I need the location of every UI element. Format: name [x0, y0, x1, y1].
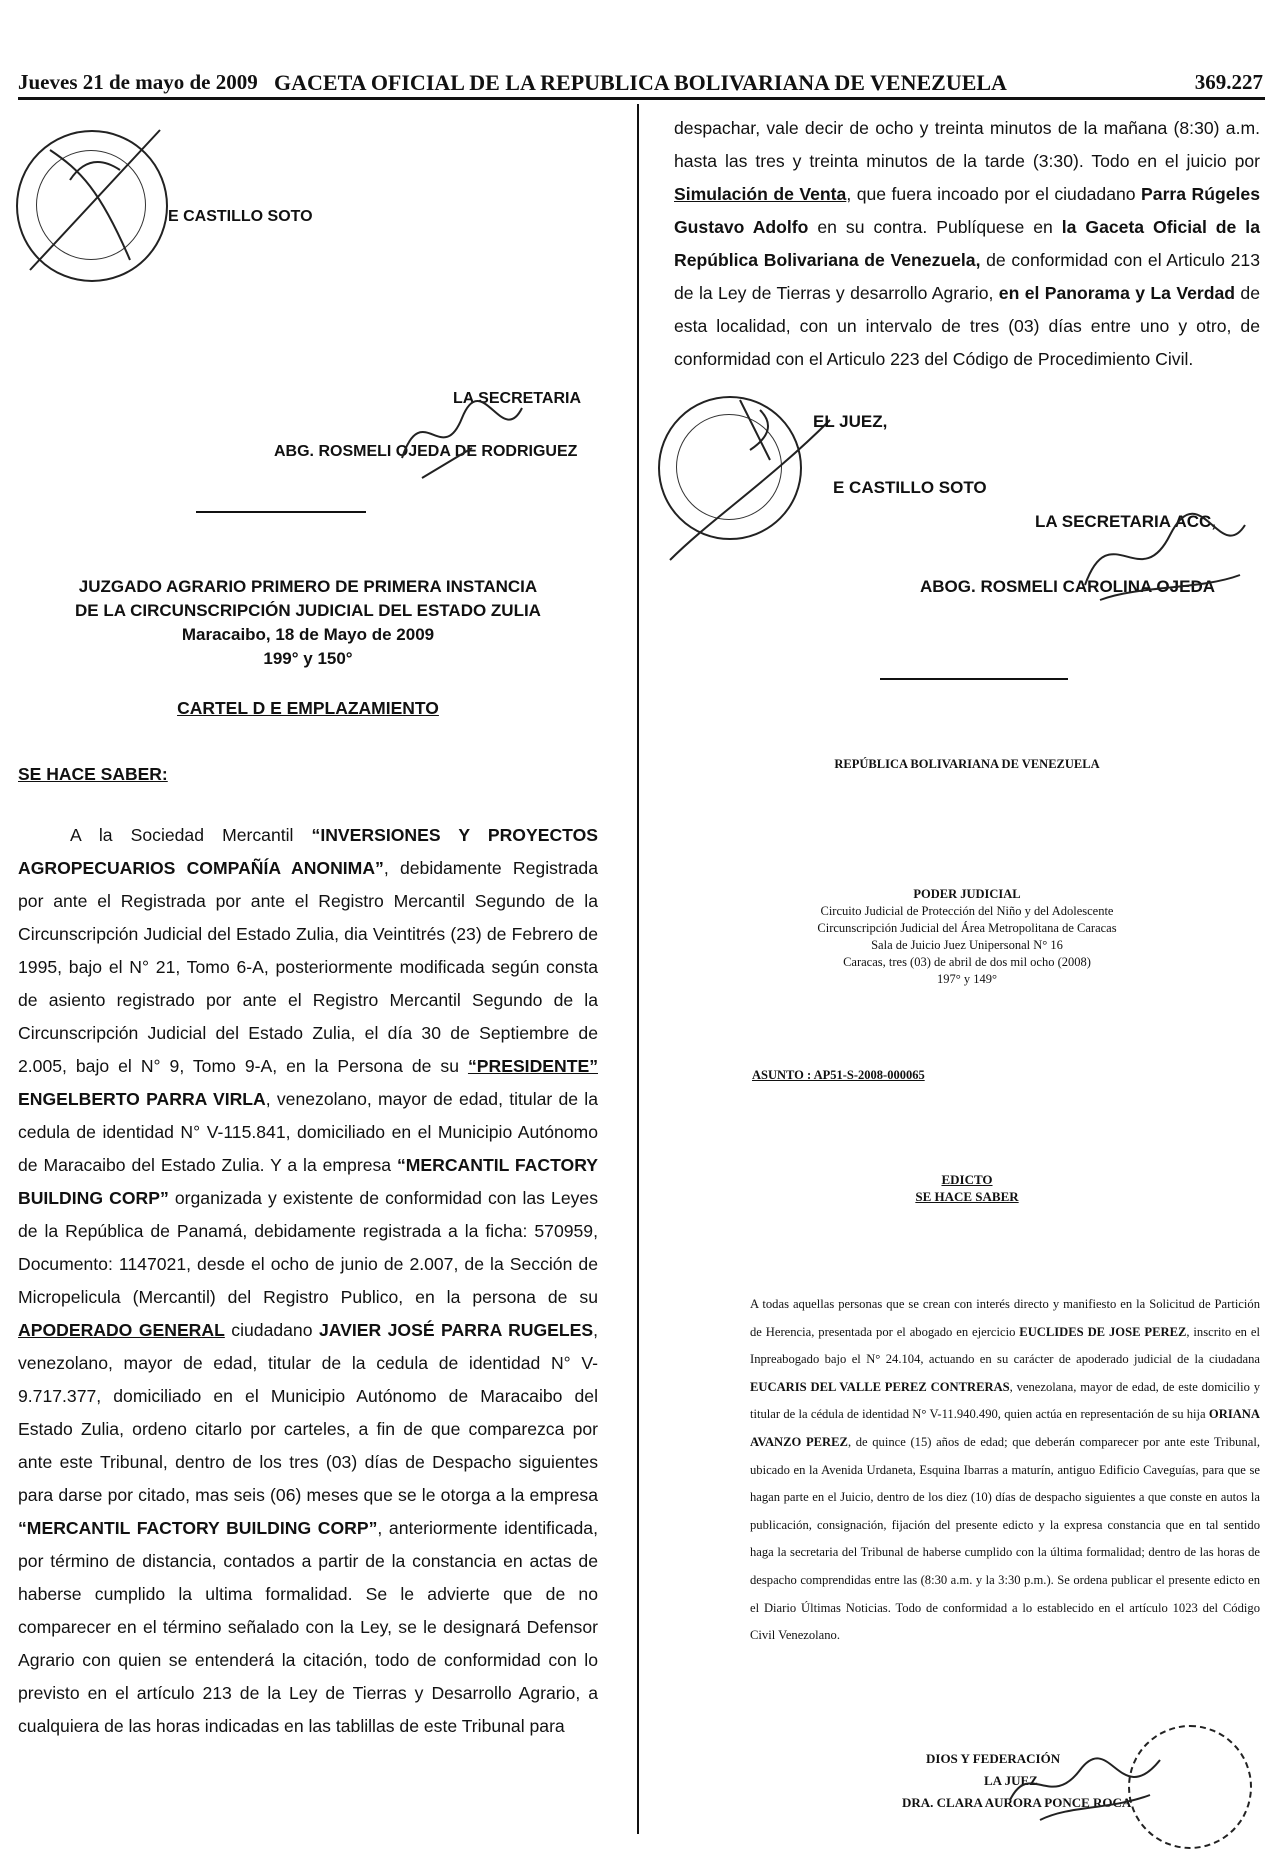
edicto-title: EDICTO SE HACE SABER — [915, 1172, 1019, 1204]
court-line-1: JUZGADO AGRARIO PRIMERO DE PRIMERA INSTANCIA — [78, 577, 538, 596]
header-date: Jueves 21 de mayo de 2009 — [18, 70, 258, 94]
secretary-signature-right-icon — [1080, 505, 1250, 605]
cartel-title: CARTEL D E EMPLAZAMIENTO — [177, 698, 439, 718]
se-hace-saber-left: SE HACE SABER: — [18, 764, 168, 784]
circuito-line-2: Circunscripción Judicial del Área Metropolitana de Caracas — [817, 921, 1117, 935]
anios-line: 197° y 149° — [937, 972, 997, 986]
secretary-name-right: ABOG. ROSMELI CAROLINA OJEDA — [920, 577, 1215, 596]
left-paragraph: A la Sociedad Mercantil “INVERSIONES Y PROYECTOS AGROPECUARIOS COMPAÑÍA ANONIMA”, debidamente Registrada por ante el Registrada por ante el Registro Mercantil Segundo de la Circunscripción Judicial del Estado Zulia, dia Veintitrés (23) de Febrero de 1995, bajo el N° 21, Tomo 6-A, posteriormente modificada según consta de asiento registrado por ante el Registro Mercantil Segundo de la Circunscripción Judicial del Estado Zulia, el día 30 de Septiembre de 2.005, bajo el N° 9, Tomo 9-A, en la Persona de su “PRESIDENTE” ENGELBERTO PARRA VIRLA, venezolano, mayor de edad, titular de la cedula de identidad N° V-115.841, domiciliado en el Municipio Autónomo de Maracaibo del Estado Zulia. Y a la empresa “MERCANTIL FACTORY BUILDING CORP” organizada y existente de conformidad con las Leyes de la República de Panamá, debidamente registrada a la ficha: 570959, Documento: 1147021, desde el ocho de junio de 2.007, de la Sección de Micropelicula (Mercantil) del Registro Publico, en la persona de su APODERADO GENERAL ciudadano JAVIER JOSÉ PARRA RUGELES, venezolano, mayor de edad, titular de la cedula de identidad N° V-9.717.377, domiciliado en el Municipio Autónomo de Maracaibo del Estado Zulia, ordeno citarlo por carteles, a fin de que comparezca por ante este Tribunal, dentro de los tres (03) días de Despacho siguientes para darse por citado, mas seis (06) meses que se le otorga a la empresa “MERCANTIL FACTORY BUILDING CORP”, anteriormente identificada, por término de distancia, contados a partir de la constancia en actas de haberse cumplido la ultima formalidad. Se le advierte que de no comparecer en el término señalado con la Ley, se le designará Defensor Agrario con quien se entenderá la citación, todo de conformidad con lo previsto en el artículo 213 de la Ley de Tierras y Desarrollo Agrario, a cualquiera de las horas indicadas en las tablillas de este Tribunal para — [18, 825, 599, 1736]
header-divider — [18, 97, 1265, 100]
asunto-label: ASUNTO : AP51-S-2008-000065 — [752, 1068, 925, 1082]
judge-signature-right-icon — [650, 380, 840, 580]
left-body-text — [18, 819, 598, 1743]
circuito-line-1: Circuito Judicial de Protección del Niño y del Adolescente — [820, 904, 1114, 918]
republica-heading: REPÚBLICA BOLIVARIANA DE VENEZUELA — [834, 757, 1100, 771]
judge-name-tail: E CASTILLO SOTO — [168, 208, 313, 225]
edicto-body: A todas aquellas personas que se crean con interés directo y manifiesto en la Solicitud de Partición de Herencia, presentada por el abogado en ejercicio EUCLIDES DE JOSE PEREZ, inscrito en el Inpreabogado bajo el N° 24.104, actuando en su carácter de apoderado judicial de la ciudadana EUCARIS DEL VALLE PEREZ CONTRERAS, venezolana, mayor de edad, de este domicilio y titular de la cédula de identidad N° V-11.940.490, quien actúa en representación de su hija ORIANA AVANZO PEREZ, de quince (15) años de edad; que deberán comparecer por ante este Tribunal, ubicado en la Avenida Urdaneta, Esquina Ibarras a maturín, antiguo Edificio Caveguías, para que se hagan parte en el Juicio, dentro de los diez (10) días de despacho siguientes a que conste en autos la publicación, consignación, fijación del presente edicto y la expresa constancia que en tal sentido haga la secretaria del Tribunal de haberse cumplido con la última formalidad; dentro de las horas de despacho comprendidas entre las (8:30 a.m. y la 3:30 p.m.). Se ordena publicar el presente edicto en el Diario Últimas Noticias. Todo de conformidad a lo establecido en el artículo 1023 del Código Civil Venezolano. — [750, 1297, 1260, 1643]
secretary-name-top: ABG. ROSMELI OJEDA DE RODRIGUEZ — [274, 443, 578, 460]
judge-name-right: E CASTILLO SOTO — [833, 478, 987, 497]
court-line-4: 199° y 150° — [263, 649, 353, 668]
secretary-title-top: LA SECRETARIA — [453, 390, 581, 407]
dios-federacion: DIOS Y FEDERACIÓN LA JUEZ DRA. CLARA AURORA PONCE ROCA — [902, 1751, 1132, 1810]
court-heading — [18, 575, 598, 671]
column-divider — [637, 104, 639, 1834]
fecha-line: Caracas, tres (03) de abril de dos mil ocho (2008) — [843, 955, 1091, 969]
page-header — [18, 66, 1263, 98]
section-divider-left — [196, 511, 366, 513]
sala-line: Sala de Juicio Juez Unipersonal N° 16 — [871, 938, 1063, 952]
poder-judicial: PODER JUDICIAL — [913, 887, 1021, 901]
judge-signature-bottom-icon — [1000, 1740, 1170, 1830]
court-line-3: Maracaibo, 18 de Mayo de 2009 — [181, 625, 435, 644]
court-line-2: DE LA CIRCUNSCRIPCIÓN JUDICIAL DEL ESTADO ZULIA — [75, 601, 541, 620]
poder-judicial-block — [674, 886, 1260, 988]
judge-name-top — [18, 208, 313, 226]
secretary-signature-icon — [392, 388, 532, 488]
secretary-acc-title: LA SECRETARIA ACC, — [1035, 512, 1217, 531]
signature-scribble-icon — [10, 110, 180, 290]
el-juez-label: EL JUEZ, — [813, 412, 888, 431]
section-divider-right — [880, 678, 1068, 680]
header-number: 369.227 — [1194, 70, 1263, 94]
header-title: GACETA OFICIAL DE LA REPUBLICA BOLIVARIANA DE VENEZUELA — [274, 70, 1007, 95]
right-body-text: despachar, vale decir de ocho y treinta minutos de la mañana (8:30) a.m. hasta las tres y treinta minutos de la tarde (3:30). Todo en el juicio por Simulación de Venta, que fuera incoado por el ciudadano Parra Rúgeles Gustavo Adolfo en su contra. Publíquese en la Gaceta Oficial de la República Bolivariana de Venezuela, de conformidad con el Articulo 213 de la Ley de Tierras y desarrollo Agrario, en el Panorama y La Verdad de esta localidad, con un intervalo de tres (03) días entre uno y otro, de conformidad con el Articulo 223 del Código de Procedimiento Civil. — [674, 118, 1260, 369]
